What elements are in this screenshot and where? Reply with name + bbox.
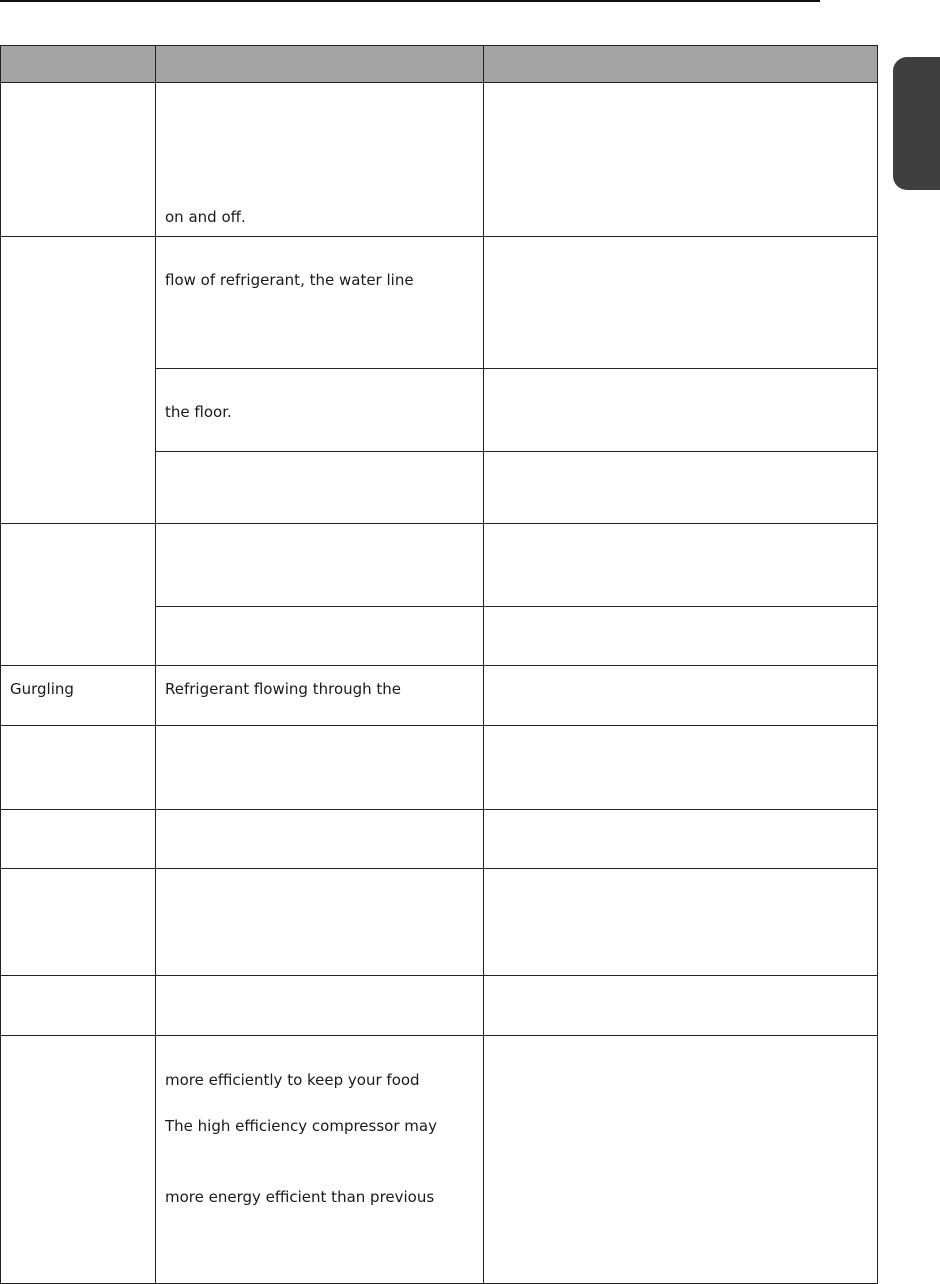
sound-cell [1,83,156,237]
remedy-cell [484,666,878,726]
cause-cell [156,83,484,237]
remedy-cell [484,607,878,666]
cause-text-line: on and off. [165,208,246,226]
cause-cell [156,810,484,869]
sound-cell [1,726,156,810]
sound-cell [1,666,156,726]
sound-cell [1,1036,156,1284]
cause-text-line: Refrigerant flowing through the [165,680,402,698]
remedy-cell [484,1036,878,1284]
remedy-cell [484,524,878,607]
remedy-cell [484,976,878,1036]
remedy-cell [484,726,878,810]
cause-text-line: more energy efficient than previous [165,1188,435,1206]
table-row [1,524,878,607]
cause-cell [156,666,484,726]
table-row [1,869,878,976]
cause-text-line: The high efficiency compressor may [165,1117,437,1135]
header-cell-1 [1,46,156,83]
cause-cell [156,976,484,1036]
cause-cell [156,1036,484,1284]
remedy-cell [484,869,878,976]
table-header-row [1,46,878,83]
table-row [1,237,878,369]
cause-cell [156,369,484,452]
sound-label: Gurgling [10,680,74,698]
troubleshooting-table [0,45,878,1284]
header-cell-2 [156,46,484,83]
sound-cell [1,810,156,869]
cause-text-line: the floor. [165,403,232,421]
cause-cell [156,726,484,810]
table-row [1,976,878,1036]
remedy-cell [484,237,878,369]
sound-cell [1,524,156,666]
cause-cell [156,869,484,976]
table-row [1,810,878,869]
cause-text-line: more efficiently to keep your food [165,1071,420,1089]
sound-cell [1,976,156,1036]
remedy-cell [484,369,878,452]
table-row [1,666,878,726]
sound-cell [1,869,156,976]
table-row [1,83,878,237]
remedy-cell [484,452,878,524]
remedy-cell [484,83,878,237]
cause-text-line: flow of refrigerant, the water line [165,271,414,289]
top-rule [0,0,820,2]
header-cell-3 [484,46,878,83]
remedy-cell [484,810,878,869]
section-side-tab [893,57,940,190]
cause-cell [156,524,484,607]
sound-cell [1,237,156,524]
cause-cell [156,607,484,666]
cause-cell [156,237,484,369]
table-row [1,1036,878,1284]
cause-cell [156,452,484,524]
table-row [1,726,878,810]
